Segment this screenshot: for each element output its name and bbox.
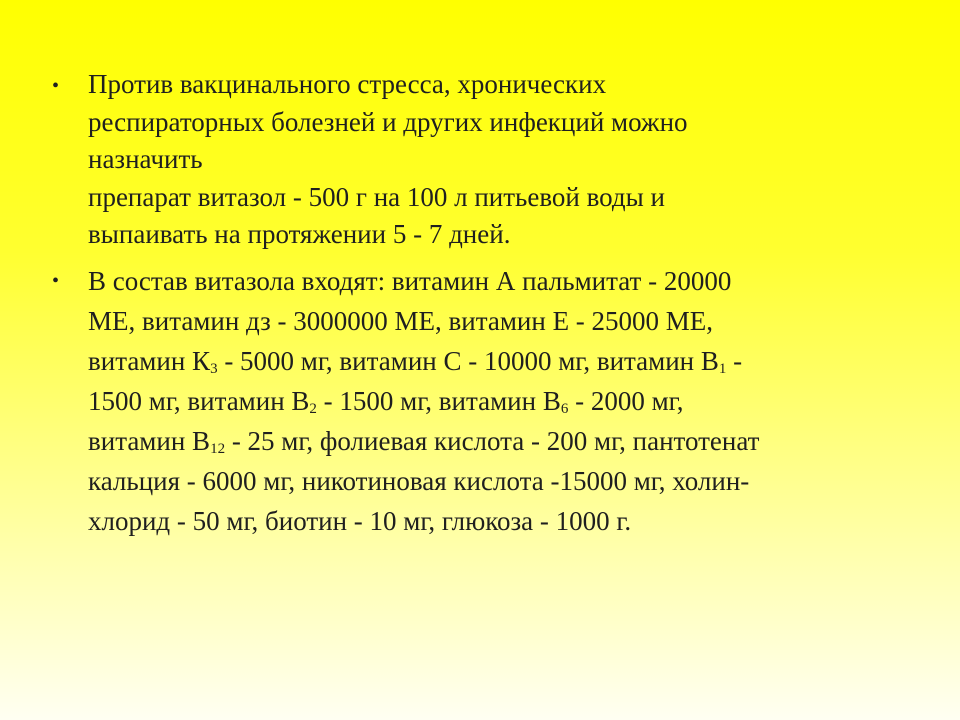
- text-fragment: - 25 мг, фолиевая кислота - 200 мг, пантотенат: [225, 425, 760, 456]
- text-line: назначить: [88, 144, 203, 174]
- bullet-item-vitazol-usage: [52, 66, 912, 254]
- text-line: Против вакцинального стресса, хронических: [88, 69, 607, 99]
- text-fragment: - 1500 мг, витамин В: [316, 385, 561, 416]
- slide-content: [52, 66, 912, 541]
- bullet-icon: •: [52, 269, 60, 292]
- bullet-item-vitazol-composition: [52, 261, 912, 541]
- text-line: кальция - 6000 мг, никотиновая кислота -15000 мг, холин-: [88, 465, 750, 496]
- text-line-vitamin-b12: [88, 421, 912, 461]
- text-line: МЕ, витамин дз - 3000000 МЕ, витамин Е - 25000 МЕ,: [88, 305, 714, 336]
- text-fragment: - 2000 мг,: [568, 385, 684, 416]
- text-fragment: витамин В: [88, 425, 211, 456]
- text-line: В состав витазола входят: витамин А пальмитат - 20000: [88, 265, 732, 296]
- text-line-vitamin-b2-b6: [88, 381, 912, 421]
- text-fragment: 1500 мг, витамин В: [88, 385, 310, 416]
- text-line-vitamin-k3-b1: [88, 341, 912, 381]
- text-fragment: - 5000 мг, витамин С - 10000 мг, витамин В: [217, 345, 719, 376]
- text-fragment: -: [726, 345, 743, 376]
- subscript: 2: [309, 400, 317, 417]
- text-fragment: витамин К: [88, 345, 211, 376]
- bullet-icon: •: [52, 75, 60, 97]
- text-line: препарат витазол - 500 г на 100 л питьевой воды и: [88, 181, 665, 212]
- subscript: 6: [560, 400, 569, 417]
- text-line: выпаивать на протяжении 5 - 7 дней.: [88, 219, 511, 249]
- subscript: 1: [718, 360, 727, 377]
- subscript: 12: [210, 440, 226, 457]
- text-line: респираторных болезней и других инфекций можно: [88, 106, 688, 137]
- text-line: хлорид - 50 мг, биотин - 10 мг, глюкоза - 1000 г.: [88, 505, 632, 536]
- subscript: 3: [210, 360, 218, 377]
